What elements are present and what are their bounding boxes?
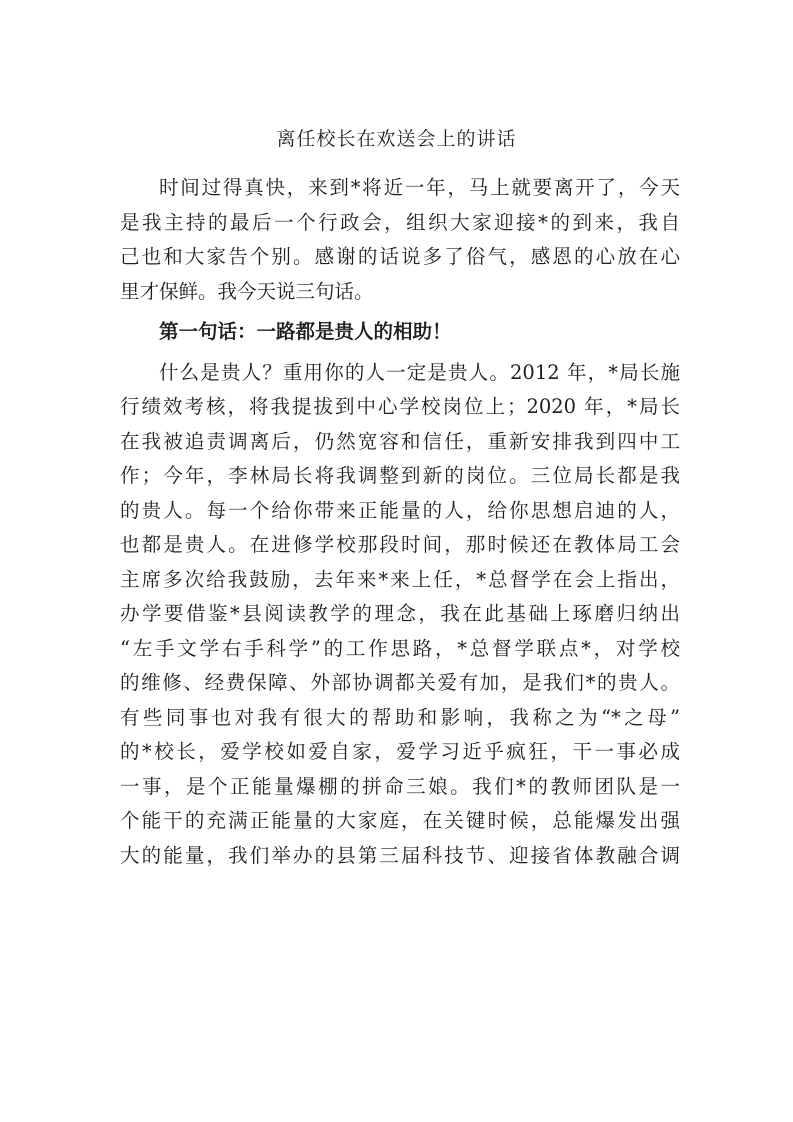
paragraph-2-line: 个能干的充满正能量的大家庭，在关键时候，总能爆发出强 (120, 809, 680, 832)
paragraph-2-line: “左手文学右手科学”的工作思路，*总督学联点*，对学校 (120, 636, 680, 660)
paragraph-2-line: 一事，是个正能量爆棚的拼命三娘。我们*的教师团队是一 (120, 774, 680, 798)
paragraph-2-line: 的贵人。每一个给你带来正能量的人，给你思想启迪的人， (120, 498, 680, 522)
paragraph-2-line: 大的能量，我们举办的县第三届科技节、迎接省体教融合调 (120, 843, 680, 867)
section-heading-1: 第一句话：一路都是贵人的相助！ (159, 320, 452, 343)
paragraph-1-line: 己也和大家告个别。感谢的话说多了俗气，感恩的心放在心 (120, 245, 680, 268)
paragraph-2-line: 的维修、经费保障、外部协调都关爱有加，是我们*的贵人。 (120, 671, 680, 694)
paragraph-1-line: 是我主持的最后一个行政会，组织大家迎接*的到来，我自 (120, 210, 680, 234)
paragraph-2-line: 有些同事也对我有很大的帮助和影响，我称之为“*之母” (120, 705, 680, 729)
paragraph-1-line: 时间过得真快，来到*将近一年，马上就要离开了，今天 (159, 176, 680, 199)
paragraph-2-line: 作；今年，李林局长将我调整到新的岗位。三位局长都是我 (120, 464, 680, 487)
paragraph-1 (120, 171, 680, 309)
paragraph-2 (120, 356, 680, 874)
paragraph-2-line: 主席多次给我鼓励，去年来*来上任，*总督学在会上指出， (120, 567, 680, 591)
paragraph-2-line: 行绩效考核，将我提拔到中心学校岗位上；2020 年，*局长 (120, 395, 680, 418)
paragraph-2-line: 什么是贵人？重用你的人一定是贵人。2012 年，*局长施 (159, 360, 680, 384)
paragraph-2-line: 办学要借鉴*县阅读教学的理念，我在此基础上琢磨归纳出 (120, 602, 680, 625)
paragraph-1-line: 里才保鲜。我今天说三句话。 (120, 279, 374, 303)
paragraph-2-line: 在我被追责调离后，仍然宽容和信任，重新安排我到四中工 (120, 429, 680, 453)
document-title: 离任校长在欢送会上的讲话 (276, 128, 517, 150)
document-body (120, 171, 680, 873)
paragraph-2-line: 也都是贵人。在进修学校那段时间，那时候还在教体局工会 (120, 533, 680, 556)
paragraph-2-line: 的*校长，爱学校如爱自家，爱学习近乎疯狂，干一事必成 (120, 740, 680, 763)
